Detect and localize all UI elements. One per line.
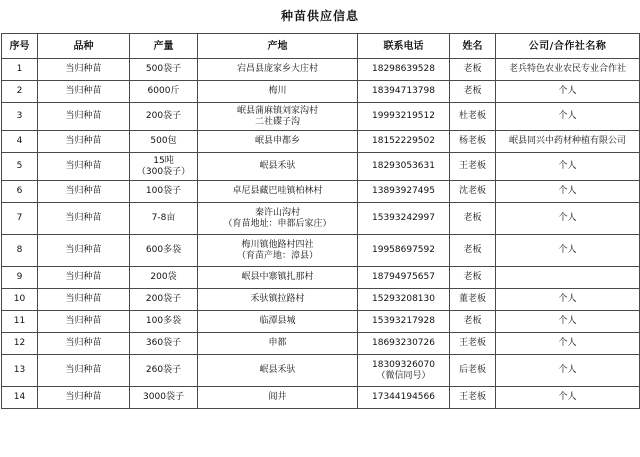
cell-phone	[358, 81, 450, 103]
cell-phone-line: 18794975657	[372, 272, 435, 282]
cell-variety: 当归种苗	[38, 387, 130, 409]
header-variety: 品种	[38, 34, 130, 59]
cell-phone	[358, 181, 450, 203]
cell-company: 个人	[496, 153, 640, 181]
cell-origin-line: （育苗地址：申都后家庄）	[223, 218, 332, 229]
cell-origin-line: 宕昌县庞家乡大庄村	[236, 64, 318, 74]
cell-quantity	[130, 267, 198, 289]
cell-origin	[198, 267, 358, 289]
cell-origin-line: 岷县中寨镇扎那村	[241, 272, 314, 282]
cell-phone-line: 18152229502	[372, 136, 435, 146]
cell-no: 1	[2, 59, 38, 81]
supply-table	[1, 33, 640, 409]
cell-variety: 当归种苗	[38, 267, 130, 289]
cell-company: 个人	[496, 235, 640, 267]
header-no: 序号	[2, 34, 38, 59]
cell-origin	[198, 333, 358, 355]
cell-variety: 当归种苗	[38, 333, 130, 355]
document-title: 种苗供应信息	[280, 9, 359, 23]
cell-quantity-line: 360袋子	[145, 338, 182, 348]
cell-no: 10	[2, 289, 38, 311]
cell-no: 14	[2, 387, 38, 409]
cell-no: 7	[2, 203, 38, 235]
cell-variety: 当归种苗	[38, 81, 130, 103]
cell-phone-line: 18394713798	[372, 86, 435, 96]
cell-variety: 当归种苗	[38, 289, 130, 311]
cell-quantity	[130, 333, 198, 355]
cell-company: 个人	[496, 103, 640, 131]
table-row	[2, 387, 640, 409]
cell-no: 3	[2, 103, 38, 131]
cell-phone	[358, 59, 450, 81]
cell-quantity-line: 100袋子	[145, 186, 182, 196]
cell-company: 个人	[496, 203, 640, 235]
cell-no: 2	[2, 81, 38, 103]
cell-phone	[358, 153, 450, 181]
cell-origin	[198, 235, 358, 267]
cell-phone	[358, 203, 450, 235]
cell-no: 11	[2, 311, 38, 333]
cell-name: 老板	[450, 81, 496, 103]
cell-origin-line: 岷县蒲麻镇刘家沟村	[236, 105, 318, 116]
cell-origin-line: 秦许山沟村	[254, 207, 300, 218]
cell-name: 杨老板	[450, 131, 496, 153]
cell-name: 老板	[450, 59, 496, 81]
cell-variety: 当归种苗	[38, 181, 130, 203]
cell-quantity-line: 500包	[150, 136, 177, 146]
cell-phone-line: 18293053631	[372, 161, 435, 171]
cell-phone-line: 15293208130	[372, 294, 435, 304]
cell-origin-line: 临潭县城	[259, 316, 296, 326]
cell-no: 13	[2, 355, 38, 387]
cell-quantity-line: 7-8亩	[151, 213, 176, 223]
table-row	[2, 153, 640, 181]
cell-quantity-line: 200袋子	[145, 111, 182, 121]
cell-quantity	[130, 131, 198, 153]
cell-phone	[358, 289, 450, 311]
header-name: 姓名	[450, 34, 496, 59]
cell-company: 个人	[496, 355, 640, 387]
table-row	[2, 131, 640, 153]
cell-origin	[198, 289, 358, 311]
cell-origin	[198, 103, 358, 131]
cell-phone	[358, 387, 450, 409]
cell-phone-line: 18693230726	[372, 338, 435, 348]
cell-company: 个人	[496, 311, 640, 333]
cell-company: 个人	[496, 387, 640, 409]
cell-name: 后老板	[450, 355, 496, 387]
cell-phone-line: 18298639528	[372, 64, 435, 74]
cell-origin-line: 闾井	[268, 392, 287, 402]
cell-quantity	[130, 59, 198, 81]
cell-no: 6	[2, 181, 38, 203]
cell-no: 5	[2, 153, 38, 181]
cell-phone-line: （微信同号）	[376, 370, 431, 381]
cell-phone-line: 19958697592	[372, 245, 435, 255]
table-row	[2, 289, 640, 311]
cell-name: 老板	[450, 267, 496, 289]
cell-name: 杜老板	[450, 103, 496, 131]
cell-variety: 当归种苗	[38, 235, 130, 267]
cell-quantity	[130, 153, 198, 181]
table-row	[2, 103, 640, 131]
table-row	[2, 311, 640, 333]
cell-origin-line: 岷县禾驮	[259, 365, 296, 375]
cell-origin	[198, 59, 358, 81]
cell-variety: 当归种苗	[38, 311, 130, 333]
cell-origin-line: 二社碟子沟	[254, 116, 300, 127]
cell-quantity	[130, 181, 198, 203]
cell-quantity	[130, 203, 198, 235]
cell-quantity	[130, 289, 198, 311]
cell-name: 董老板	[450, 289, 496, 311]
cell-phone	[358, 311, 450, 333]
cell-quantity-line: 200袋	[150, 272, 177, 282]
table-row	[2, 235, 640, 267]
cell-quantity	[130, 235, 198, 267]
cell-origin	[198, 387, 358, 409]
table-row	[2, 203, 640, 235]
cell-name: 沈老板	[450, 181, 496, 203]
cell-quantity-line: 100多袋	[145, 316, 182, 326]
cell-variety: 当归种苗	[38, 355, 130, 387]
cell-name: 王老板	[450, 387, 496, 409]
cell-variety: 当归种苗	[38, 131, 130, 153]
cell-origin	[198, 181, 358, 203]
cell-company: 个人	[496, 289, 640, 311]
cell-origin	[198, 131, 358, 153]
cell-phone	[358, 103, 450, 131]
header-company: 公司/合作社名称	[496, 34, 640, 59]
cell-phone-line: 13893927495	[372, 186, 435, 196]
cell-quantity-line: 600多袋	[145, 245, 182, 255]
cell-origin-line: 梅川镇他路村四社	[241, 239, 314, 250]
cell-company: 个人	[496, 333, 640, 355]
cell-company: 老兵特色农业农民专业合作社	[496, 59, 640, 81]
table-row	[2, 81, 640, 103]
header-phone: 联系电话	[358, 34, 450, 59]
cell-quantity	[130, 311, 198, 333]
cell-origin-line: 岷县申都乡	[254, 136, 300, 146]
cell-no: 12	[2, 333, 38, 355]
cell-origin	[198, 203, 358, 235]
cell-quantity-line: 6000斤	[147, 86, 180, 96]
cell-origin-line: 卓尼县藏巴哇镇柏林村	[232, 186, 323, 196]
cell-quantity-line: 500袋子	[145, 64, 182, 74]
cell-phone	[358, 333, 450, 355]
table-row	[2, 59, 640, 81]
table-row	[2, 355, 640, 387]
cell-origin	[198, 153, 358, 181]
cell-origin	[198, 311, 358, 333]
cell-quantity-line: （300袋子）	[136, 166, 191, 177]
cell-name: 老板	[450, 235, 496, 267]
table-row	[2, 267, 640, 289]
cell-phone-line: 19993219512	[372, 111, 435, 121]
table-row	[2, 181, 640, 203]
cell-variety: 当归种苗	[38, 153, 130, 181]
cell-company: 个人	[496, 81, 640, 103]
header-origin: 产地	[198, 34, 358, 59]
cell-origin-line: 申都	[268, 338, 287, 348]
cell-variety: 当归种苗	[38, 59, 130, 81]
cell-quantity	[130, 81, 198, 103]
cell-quantity	[130, 387, 198, 409]
cell-name: 老板	[450, 203, 496, 235]
cell-quantity-line: 260袋子	[145, 365, 182, 375]
table-row	[2, 333, 640, 355]
cell-no: 9	[2, 267, 38, 289]
table-header-row	[2, 34, 640, 59]
cell-origin-line: 梅川	[268, 86, 287, 96]
table-body	[2, 59, 640, 409]
cell-company: 岷县同兴中药材种植有限公司	[496, 131, 640, 153]
cell-no: 8	[2, 235, 38, 267]
cell-no: 4	[2, 131, 38, 153]
cell-quantity-line: 15吨	[153, 155, 174, 166]
cell-quantity-line: 3000袋子	[143, 392, 184, 402]
cell-origin-line: 禾驮镇拉路村	[250, 294, 305, 304]
cell-name: 老板	[450, 311, 496, 333]
cell-company: 个人	[496, 181, 640, 203]
cell-origin	[198, 355, 358, 387]
cell-phone	[358, 131, 450, 153]
cell-phone	[358, 267, 450, 289]
cell-origin-line: （育苗产地：漳县）	[236, 250, 318, 261]
header-quantity: 产量	[130, 34, 198, 59]
cell-name: 王老板	[450, 333, 496, 355]
cell-name: 王老板	[450, 153, 496, 181]
cell-quantity-line: 200袋子	[145, 294, 182, 304]
cell-quantity	[130, 103, 198, 131]
cell-phone-line: 18309326070	[372, 359, 435, 370]
cell-quantity	[130, 355, 198, 387]
cell-variety: 当归种苗	[38, 203, 130, 235]
cell-phone-line: 15393242997	[372, 213, 435, 223]
cell-phone-line: 17344194566	[372, 392, 435, 402]
cell-phone-line: 15393217928	[372, 316, 435, 326]
cell-origin-line: 岷县禾驮	[259, 161, 296, 171]
cell-variety: 当归种苗	[38, 103, 130, 131]
cell-phone	[358, 355, 450, 387]
cell-company	[496, 267, 640, 289]
cell-origin	[198, 81, 358, 103]
cell-phone	[358, 235, 450, 267]
